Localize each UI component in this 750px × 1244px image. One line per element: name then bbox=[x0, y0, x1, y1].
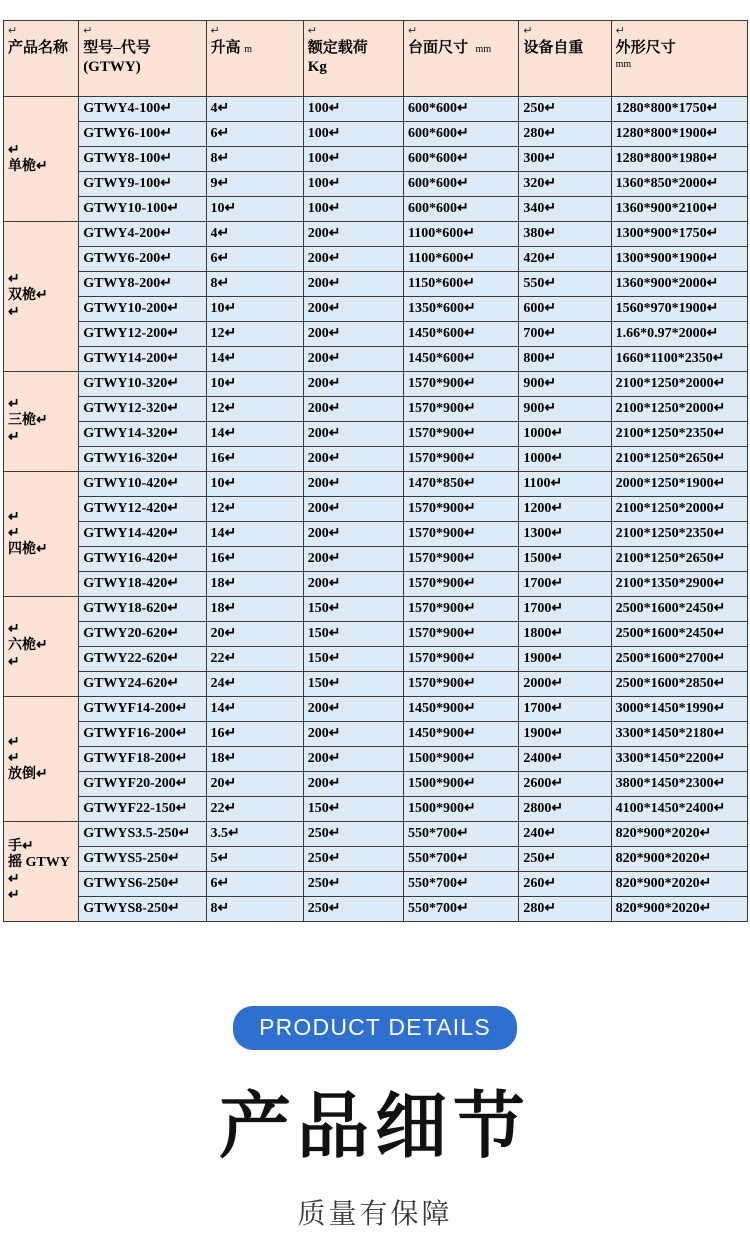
header-label: 型号–代号 bbox=[83, 40, 151, 56]
lift-height-cell: 12↵ bbox=[206, 397, 303, 422]
model-cell: GTWY22-620↵ bbox=[79, 647, 206, 672]
overall-size-cell: 2100*1250*2350↵ bbox=[611, 522, 747, 547]
table-row bbox=[4, 747, 748, 772]
platform-size-cell: 1570*900↵ bbox=[404, 597, 519, 622]
header-unit: m bbox=[244, 44, 253, 55]
platform-size-cell: 1570*900↵ bbox=[404, 622, 519, 647]
lift-height-cell: 16↵ bbox=[206, 547, 303, 572]
platform-size-cell: 600*600↵ bbox=[404, 197, 519, 222]
model-cell: GTWY20-620↵ bbox=[79, 622, 206, 647]
group-label-line: ↵ bbox=[8, 734, 20, 750]
lift-height-cell: 10↵ bbox=[206, 297, 303, 322]
table-row bbox=[4, 722, 748, 747]
lift-height-cell: 14↵ bbox=[206, 347, 303, 372]
table-row bbox=[4, 597, 748, 622]
lift-height-cell: 6↵ bbox=[206, 872, 303, 897]
table-row bbox=[4, 897, 748, 922]
table-row bbox=[4, 572, 748, 597]
self-weight-cell: 380↵ bbox=[519, 222, 611, 247]
header-model-code bbox=[79, 21, 206, 97]
table-row bbox=[4, 272, 748, 297]
table-row bbox=[4, 447, 748, 472]
model-cell: GTWYF14-200↵ bbox=[79, 697, 206, 722]
rated-load-cell: 200↵ bbox=[303, 522, 403, 547]
group-label-line: ↵ bbox=[8, 887, 20, 903]
table-row bbox=[4, 822, 748, 847]
table-row bbox=[4, 122, 748, 147]
overall-size-cell: 2100*1250*2350↵ bbox=[611, 422, 747, 447]
header-label-second: (GTWY) bbox=[83, 59, 141, 76]
group-label-cell bbox=[4, 822, 79, 922]
lift-height-cell: 16↵ bbox=[206, 722, 303, 747]
model-cell: GTWY9-100↵ bbox=[79, 172, 206, 197]
pilcrow-mark: ↵ bbox=[83, 25, 93, 37]
table-row bbox=[4, 522, 748, 547]
overall-size-cell: 2500*1600*2850↵ bbox=[611, 672, 747, 697]
overall-size-cell: 1360*900*2000↵ bbox=[611, 272, 747, 297]
group-label-line: ↵ bbox=[8, 142, 20, 158]
overall-size-cell: 1360*850*2000↵ bbox=[611, 172, 747, 197]
model-cell: GTWY12-200↵ bbox=[79, 322, 206, 347]
table-row bbox=[4, 322, 748, 347]
model-cell: GTWY14-420↵ bbox=[79, 522, 206, 547]
self-weight-cell: 1000↵ bbox=[519, 447, 611, 472]
rated-load-cell: 200↵ bbox=[303, 547, 403, 572]
pilcrow-mark: ↵ bbox=[8, 25, 18, 37]
lift-height-cell: 8↵ bbox=[206, 147, 303, 172]
model-cell: GTWY12-320↵ bbox=[79, 397, 206, 422]
model-cell: GTWY8-200↵ bbox=[79, 272, 206, 297]
group-label-line: ↵ bbox=[8, 397, 20, 413]
rated-load-cell: 100↵ bbox=[303, 122, 403, 147]
rated-load-cell: 200↵ bbox=[303, 747, 403, 772]
lift-height-cell: 16↵ bbox=[206, 447, 303, 472]
specification-table bbox=[3, 20, 748, 922]
group-label-line: 六桅↵ bbox=[8, 638, 48, 654]
table-row bbox=[4, 872, 748, 897]
group-label-line: 四桅↵ bbox=[8, 542, 48, 558]
overall-size-cell: 1660*1100*2350↵ bbox=[611, 347, 747, 372]
self-weight-cell: 240↵ bbox=[519, 822, 611, 847]
rated-load-cell: 200↵ bbox=[303, 397, 403, 422]
model-cell: GTWY10-200↵ bbox=[79, 297, 206, 322]
rated-load-cell: 150↵ bbox=[303, 622, 403, 647]
header-label: 额定载荷 bbox=[307, 40, 368, 56]
self-weight-cell: 280↵ bbox=[519, 897, 611, 922]
self-weight-cell: 340↵ bbox=[519, 197, 611, 222]
self-weight-cell: 2400↵ bbox=[519, 747, 611, 772]
self-weight-cell: 700↵ bbox=[519, 322, 611, 347]
platform-size-cell: 1100*600↵ bbox=[404, 247, 519, 272]
rated-load-cell: 100↵ bbox=[303, 147, 403, 172]
lift-height-cell: 14↵ bbox=[206, 522, 303, 547]
platform-size-cell: 1570*900↵ bbox=[404, 672, 519, 697]
group-label-line: ↵ bbox=[8, 525, 20, 541]
lift-height-cell: 22↵ bbox=[206, 647, 303, 672]
table-row bbox=[4, 547, 748, 572]
self-weight-cell: 1700↵ bbox=[519, 572, 611, 597]
platform-size-cell: 1570*900↵ bbox=[404, 497, 519, 522]
self-weight-cell: 280↵ bbox=[519, 122, 611, 147]
platform-size-cell: 1570*900↵ bbox=[404, 397, 519, 422]
lift-height-cell: 10↵ bbox=[206, 372, 303, 397]
rated-load-cell: 150↵ bbox=[303, 647, 403, 672]
lift-height-cell: 12↵ bbox=[206, 322, 303, 347]
platform-size-cell: 1350*600↵ bbox=[404, 297, 519, 322]
platform-size-cell: 1450*600↵ bbox=[404, 347, 519, 372]
group-label-line: ↵ bbox=[8, 654, 20, 670]
group-label-line: 单桅↵ bbox=[8, 159, 48, 174]
pilcrow-mark: ↵ bbox=[615, 25, 625, 37]
self-weight-cell: 1900↵ bbox=[519, 647, 611, 672]
table-row bbox=[4, 622, 748, 647]
lift-height-cell: 18↵ bbox=[206, 747, 303, 772]
overall-size-cell: 1280*800*1750↵ bbox=[611, 97, 747, 122]
lift-height-cell: 9↵ bbox=[206, 172, 303, 197]
pilcrow-mark: ↵ bbox=[523, 25, 533, 37]
rated-load-cell: 150↵ bbox=[303, 597, 403, 622]
table-row bbox=[4, 422, 748, 447]
self-weight-cell: 1500↵ bbox=[519, 547, 611, 572]
model-cell: GTWY6-200↵ bbox=[79, 247, 206, 272]
rated-load-cell: 150↵ bbox=[303, 797, 403, 822]
lift-height-cell: 18↵ bbox=[206, 572, 303, 597]
platform-size-cell: 1570*900↵ bbox=[404, 572, 519, 597]
rated-load-cell: 200↵ bbox=[303, 472, 403, 497]
overall-size-cell: 3800*1450*2300↵ bbox=[611, 772, 747, 797]
overall-size-cell: 820*900*2020↵ bbox=[611, 847, 747, 872]
overall-size-cell: 3300*1450*2200↵ bbox=[611, 747, 747, 772]
self-weight-cell: 300↵ bbox=[519, 147, 611, 172]
overall-size-cell: 1300*900*1900↵ bbox=[611, 247, 747, 272]
header-unit: mm bbox=[615, 59, 632, 71]
self-weight-cell: 1700↵ bbox=[519, 697, 611, 722]
self-weight-cell: 600↵ bbox=[519, 297, 611, 322]
lift-height-cell: 6↵ bbox=[206, 122, 303, 147]
header-label: 台面尺寸 bbox=[408, 40, 469, 56]
model-cell: GTWYF16-200↵ bbox=[79, 722, 206, 747]
lift-height-cell: 8↵ bbox=[206, 272, 303, 297]
platform-size-cell: 550*700↵ bbox=[404, 872, 519, 897]
group-label-line: 手↵ bbox=[8, 839, 34, 855]
self-weight-cell: 1200↵ bbox=[519, 497, 611, 522]
overall-size-cell: 2100*1250*2000↵ bbox=[611, 497, 747, 522]
lift-height-cell: 10↵ bbox=[206, 472, 303, 497]
self-weight-cell: 250↵ bbox=[519, 97, 611, 122]
platform-size-cell: 1570*900↵ bbox=[404, 447, 519, 472]
platform-size-cell: 550*700↵ bbox=[404, 822, 519, 847]
page-root bbox=[0, 20, 750, 1244]
lift-height-cell: 3.5↵ bbox=[206, 822, 303, 847]
table-row bbox=[4, 697, 748, 722]
table-row bbox=[4, 222, 748, 247]
self-weight-cell: 320↵ bbox=[519, 172, 611, 197]
header-lift-height bbox=[206, 21, 303, 97]
rated-load-cell: 250↵ bbox=[303, 872, 403, 897]
lift-height-cell: 18↵ bbox=[206, 597, 303, 622]
model-cell: GTWY16-420↵ bbox=[79, 547, 206, 572]
model-cell: GTWY24-620↵ bbox=[79, 672, 206, 697]
platform-size-cell: 1500*900↵ bbox=[404, 772, 519, 797]
table-row bbox=[4, 847, 748, 872]
model-cell: GTWY4-200↵ bbox=[79, 222, 206, 247]
platform-size-cell: 1470*850↵ bbox=[404, 472, 519, 497]
header-label-second: Kg bbox=[307, 59, 327, 76]
header-self-weight bbox=[519, 21, 611, 97]
header-label: 升高 bbox=[210, 40, 241, 56]
product-details-heading: 产品细节 bbox=[218, 1084, 531, 1168]
platform-size-cell: 1570*900↵ bbox=[404, 647, 519, 672]
group-label-cell bbox=[4, 222, 79, 372]
lift-height-cell: 20↵ bbox=[206, 772, 303, 797]
rated-load-cell: 200↵ bbox=[303, 247, 403, 272]
group-label-cell bbox=[4, 372, 79, 472]
platform-size-cell: 1570*900↵ bbox=[404, 422, 519, 447]
platform-size-cell: 1450*600↵ bbox=[404, 322, 519, 347]
rated-load-cell: 250↵ bbox=[303, 897, 403, 922]
rated-load-cell: 200↵ bbox=[303, 722, 403, 747]
header-label: 设备自重 bbox=[523, 40, 584, 56]
lift-height-cell: 24↵ bbox=[206, 672, 303, 697]
table-row bbox=[4, 397, 748, 422]
platform-size-cell: 1100*600↵ bbox=[404, 222, 519, 247]
self-weight-cell: 550↵ bbox=[519, 272, 611, 297]
group-label-cell bbox=[4, 697, 79, 822]
rated-load-cell: 200↵ bbox=[303, 222, 403, 247]
product-details-badge: PRODUCT DETAILS bbox=[233, 1006, 517, 1050]
table-row bbox=[4, 197, 748, 222]
model-cell: GTWYS3.5-250↵ bbox=[79, 822, 206, 847]
platform-size-cell: 1570*900↵ bbox=[404, 372, 519, 397]
lift-height-cell: 4↵ bbox=[206, 97, 303, 122]
rated-load-cell: 200↵ bbox=[303, 772, 403, 797]
lift-height-cell: 10↵ bbox=[206, 197, 303, 222]
header-label: 产品名称 bbox=[8, 40, 69, 56]
table-row bbox=[4, 647, 748, 672]
table-row bbox=[4, 497, 748, 522]
model-cell: GTWYS6-250↵ bbox=[79, 872, 206, 897]
group-label-line: ↵ bbox=[8, 509, 20, 525]
overall-size-cell: 2500*1600*2700↵ bbox=[611, 647, 747, 672]
overall-size-cell: 2100*1250*2000↵ bbox=[611, 372, 747, 397]
header-platform-size bbox=[404, 21, 519, 97]
group-label-line: 放倒↵ bbox=[8, 767, 48, 783]
group-label-line: ↵ bbox=[8, 272, 20, 288]
pilcrow-mark: ↵ bbox=[408, 25, 418, 37]
overall-size-cell: 2100*1350*2900↵ bbox=[611, 572, 747, 597]
self-weight-cell: 1300↵ bbox=[519, 522, 611, 547]
overall-size-cell: 820*900*2020↵ bbox=[611, 897, 747, 922]
rated-load-cell: 200↵ bbox=[303, 347, 403, 372]
model-cell: GTWY18-620↵ bbox=[79, 597, 206, 622]
table-row bbox=[4, 797, 748, 822]
table-row bbox=[4, 247, 748, 272]
overall-size-cell: 820*900*2020↵ bbox=[611, 872, 747, 897]
rated-load-cell: 200↵ bbox=[303, 572, 403, 597]
overall-size-cell: 4100*1450*2400↵ bbox=[611, 797, 747, 822]
rated-load-cell: 150↵ bbox=[303, 672, 403, 697]
platform-size-cell: 1450*900↵ bbox=[404, 697, 519, 722]
overall-size-cell: 2100*1250*2650↵ bbox=[611, 447, 747, 472]
rated-load-cell: 200↵ bbox=[303, 372, 403, 397]
group-label-line: 双桅↵ bbox=[8, 288, 48, 304]
model-cell: GTWYS8-250↵ bbox=[79, 897, 206, 922]
table-row bbox=[4, 172, 748, 197]
table-header bbox=[4, 21, 748, 97]
platform-size-cell: 550*700↵ bbox=[404, 847, 519, 872]
platform-size-cell: 1500*900↵ bbox=[404, 747, 519, 772]
table-header-row bbox=[4, 21, 748, 97]
self-weight-cell: 2800↵ bbox=[519, 797, 611, 822]
platform-size-cell: 1500*900↵ bbox=[404, 797, 519, 822]
rated-load-cell: 200↵ bbox=[303, 497, 403, 522]
rated-load-cell: 200↵ bbox=[303, 697, 403, 722]
table-row bbox=[4, 97, 748, 122]
self-weight-cell: 1000↵ bbox=[519, 422, 611, 447]
lift-height-cell: 14↵ bbox=[206, 422, 303, 447]
lift-height-cell: 8↵ bbox=[206, 897, 303, 922]
overall-size-cell: 2100*1250*2000↵ bbox=[611, 397, 747, 422]
group-label-line: ↵ bbox=[8, 429, 20, 445]
overall-size-cell: 820*900*2020↵ bbox=[611, 822, 747, 847]
overall-size-cell: 1360*900*2100↵ bbox=[611, 197, 747, 222]
rated-load-cell: 200↵ bbox=[303, 297, 403, 322]
lift-height-cell: 6↵ bbox=[206, 247, 303, 272]
model-cell: GTWY18-420↵ bbox=[79, 572, 206, 597]
platform-size-cell: 1150*600↵ bbox=[404, 272, 519, 297]
platform-size-cell: 600*600↵ bbox=[404, 147, 519, 172]
lift-height-cell: 20↵ bbox=[206, 622, 303, 647]
lift-height-cell: 12↵ bbox=[206, 497, 303, 522]
lift-height-cell: 4↵ bbox=[206, 222, 303, 247]
rated-load-cell: 250↵ bbox=[303, 847, 403, 872]
pilcrow-mark: ↵ bbox=[307, 25, 317, 37]
table-row bbox=[4, 297, 748, 322]
overall-size-cell: 3000*1450*1990↵ bbox=[611, 697, 747, 722]
rated-load-cell: 200↵ bbox=[303, 272, 403, 297]
header-overall-size bbox=[611, 21, 747, 97]
model-cell: GTWYF22-150↵ bbox=[79, 797, 206, 822]
group-label-line: ↵ bbox=[8, 750, 20, 766]
header-label: 外形尺寸 bbox=[615, 40, 676, 56]
model-cell: GTWY10-420↵ bbox=[79, 472, 206, 497]
model-cell: GTWY8-100↵ bbox=[79, 147, 206, 172]
overall-size-cell: 1560*970*1900↵ bbox=[611, 297, 747, 322]
self-weight-cell: 900↵ bbox=[519, 397, 611, 422]
rated-load-cell: 100↵ bbox=[303, 197, 403, 222]
platform-size-cell: 600*600↵ bbox=[404, 97, 519, 122]
model-cell: GTWYS5-250↵ bbox=[79, 847, 206, 872]
model-cell: GTWY12-420↵ bbox=[79, 497, 206, 522]
platform-size-cell: 550*700↵ bbox=[404, 897, 519, 922]
group-label-line: 三桅↵ bbox=[8, 413, 48, 429]
self-weight-cell: 1900↵ bbox=[519, 722, 611, 747]
self-weight-cell: 1700↵ bbox=[519, 597, 611, 622]
platform-size-cell: 1570*900↵ bbox=[404, 547, 519, 572]
group-label-line: ↵ bbox=[8, 871, 20, 887]
overall-size-cell: 1.66*0.97*2000↵ bbox=[611, 322, 747, 347]
platform-size-cell: 1450*900↵ bbox=[404, 722, 519, 747]
pilcrow-mark: ↵ bbox=[210, 25, 220, 37]
rated-load-cell: 100↵ bbox=[303, 172, 403, 197]
table-row bbox=[4, 147, 748, 172]
rated-load-cell: 200↵ bbox=[303, 422, 403, 447]
overall-size-cell: 2000*1250*1900↵ bbox=[611, 472, 747, 497]
overall-size-cell: 2500*1600*2450↵ bbox=[611, 597, 747, 622]
overall-size-cell: 3300*1450*2180↵ bbox=[611, 722, 747, 747]
self-weight-cell: 2000↵ bbox=[519, 672, 611, 697]
header-rated-load bbox=[303, 21, 403, 97]
model-cell: GTWY16-320↵ bbox=[79, 447, 206, 472]
overall-size-cell: 1280*800*1900↵ bbox=[611, 122, 747, 147]
group-label-cell bbox=[4, 97, 79, 222]
self-weight-cell: 250↵ bbox=[519, 847, 611, 872]
self-weight-cell: 900↵ bbox=[519, 372, 611, 397]
model-cell: GTWY6-100↵ bbox=[79, 122, 206, 147]
group-label-cell bbox=[4, 472, 79, 597]
model-cell: GTWY14-320↵ bbox=[79, 422, 206, 447]
group-label-cell bbox=[4, 597, 79, 697]
model-cell: GTWY10-100↵ bbox=[79, 197, 206, 222]
platform-size-cell: 600*600↵ bbox=[404, 172, 519, 197]
lift-height-cell: 14↵ bbox=[206, 697, 303, 722]
self-weight-cell: 260↵ bbox=[519, 872, 611, 897]
rated-load-cell: 250↵ bbox=[303, 822, 403, 847]
model-cell: GTWY10-320↵ bbox=[79, 372, 206, 397]
header-product-name bbox=[4, 21, 79, 97]
platform-size-cell: 1570*900↵ bbox=[404, 522, 519, 547]
group-label-line: ↵ bbox=[8, 304, 20, 320]
group-label-line: 摇 GTWY bbox=[8, 855, 70, 871]
model-cell: GTWYF20-200↵ bbox=[79, 772, 206, 797]
self-weight-cell: 2600↵ bbox=[519, 772, 611, 797]
header-unit: mm bbox=[475, 44, 492, 55]
table-row bbox=[4, 772, 748, 797]
table-row bbox=[4, 347, 748, 372]
rated-load-cell: 100↵ bbox=[303, 97, 403, 122]
group-label-line: ↵ bbox=[8, 622, 20, 638]
platform-size-cell: 600*600↵ bbox=[404, 122, 519, 147]
model-cell: GTWY4-100↵ bbox=[79, 97, 206, 122]
overall-size-cell: 1280*800*1980↵ bbox=[611, 147, 747, 172]
model-cell: GTWY14-200↵ bbox=[79, 347, 206, 372]
product-details-section bbox=[0, 1006, 750, 1232]
self-weight-cell: 420↵ bbox=[519, 247, 611, 272]
overall-size-cell: 2100*1250*2650↵ bbox=[611, 547, 747, 572]
table-row bbox=[4, 672, 748, 697]
overall-size-cell: 2500*1600*2450↵ bbox=[611, 622, 747, 647]
overall-size-cell: 1300*900*1750↵ bbox=[611, 222, 747, 247]
model-cell: GTWYF18-200↵ bbox=[79, 747, 206, 772]
rated-load-cell: 200↵ bbox=[303, 322, 403, 347]
self-weight-cell: 800↵ bbox=[519, 347, 611, 372]
table-row bbox=[4, 372, 748, 397]
lift-height-cell: 22↵ bbox=[206, 797, 303, 822]
lift-height-cell: 5↵ bbox=[206, 847, 303, 872]
self-weight-cell: 1800↵ bbox=[519, 622, 611, 647]
table-row bbox=[4, 472, 748, 497]
rated-load-cell: 200↵ bbox=[303, 447, 403, 472]
table-body bbox=[4, 97, 748, 922]
product-details-subheading: 质量有保障 bbox=[297, 1197, 453, 1230]
self-weight-cell: 1100↵ bbox=[519, 472, 611, 497]
